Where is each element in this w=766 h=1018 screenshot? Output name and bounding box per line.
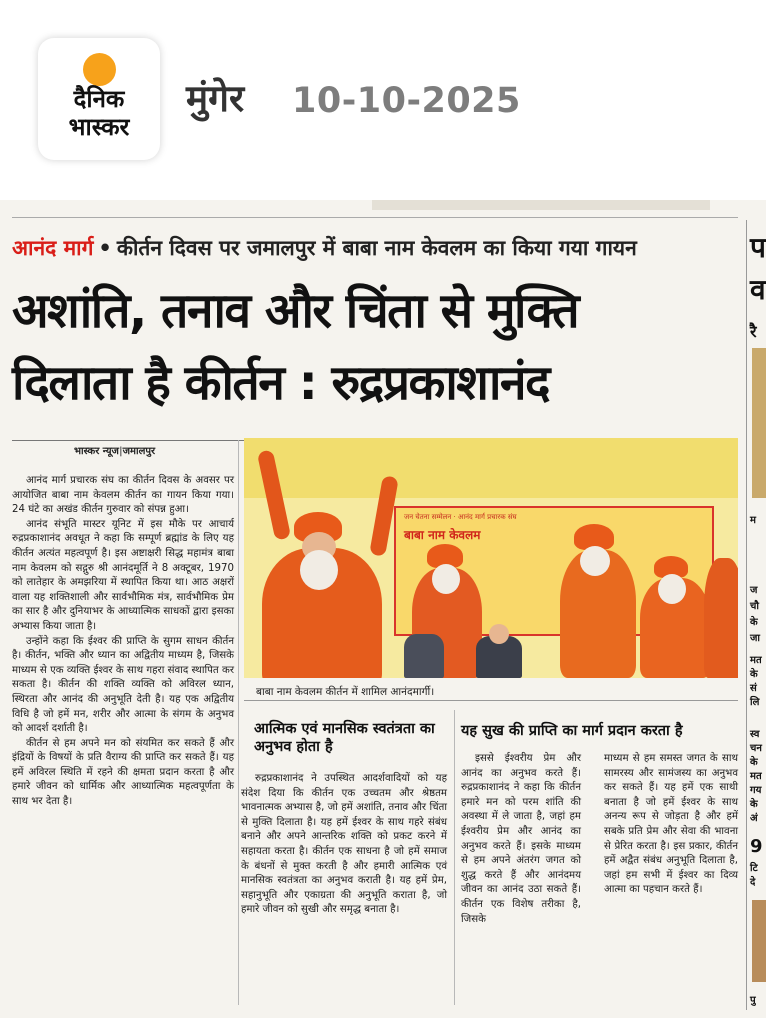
edition-city: मुंगेर [186, 77, 245, 120]
adjacent-text: व [750, 273, 766, 306]
column-divider [238, 440, 239, 1005]
newspaper-page [0, 200, 766, 1018]
adjacent-text: ज [750, 585, 758, 596]
sun-icon [83, 53, 116, 86]
divider [746, 220, 747, 1010]
adjacent-text: रै [750, 322, 757, 341]
adjacent-text: जा [750, 633, 761, 644]
article-column-4 [604, 752, 738, 898]
adjacent-text: लि [750, 697, 760, 708]
stage-banner-line: जन चेतना सम्मेलन · आनंद मार्ग प्रचारक संघ [404, 513, 517, 521]
divider [244, 700, 738, 701]
app-header [0, 0, 766, 200]
subheading: आत्मिक एवं मानसिक स्वतंत्रता का अनुभव होता है [254, 721, 435, 755]
photo-caption: बाबा नाम केवलम कीर्तन में शामिल आनंदमार्गी। [256, 686, 435, 698]
adjacent-text: 9 [750, 836, 763, 857]
logo-line1: दैनिक [73, 85, 125, 113]
article-photo[interactable] [244, 438, 738, 678]
headline-line1: अशांति, तनाव और चिंता से मुक्ति [12, 283, 579, 339]
adjacent-text: मत [750, 771, 762, 782]
kicker-text: कीर्तन दिवस पर जमालपुर में बाबा नाम केवलम का किया गया गायन [116, 236, 637, 260]
photo-tent [244, 438, 738, 498]
adjacent-text: चन [750, 743, 762, 754]
subheading: यह सुख की प्राप्ति का मार्ग प्रदान करता है [461, 723, 683, 739]
byline-source: भास्कर न्यूज [74, 446, 119, 457]
adjacent-photo [752, 900, 766, 982]
adjacent-text: के [750, 757, 758, 768]
devotee-figure [704, 558, 738, 678]
adjacent-text: चौ [750, 601, 759, 612]
article-column-3 [461, 752, 581, 927]
article-column-2 [241, 772, 447, 918]
adjacent-text: सं [750, 683, 757, 694]
byline-place: जमालपुर [122, 446, 156, 457]
crowd-face [489, 624, 509, 644]
adjacent-text: म [750, 515, 756, 526]
column-divider [454, 710, 455, 1005]
adjacent-text: दे [750, 877, 756, 888]
adjacent-text: मत [750, 655, 762, 666]
kicker-dot: • [98, 236, 112, 260]
monk-beard [658, 574, 686, 604]
byline-slash: | [118, 446, 123, 457]
adjacent-text: के [750, 799, 758, 810]
adjacent-text: गय [750, 785, 762, 796]
paragraph: उन्होंने कहा कि ईश्वर की प्राप्ति के सुगम साधन कीर्तन है। कीर्तन, भक्ति और ध्यान का अद्वितीय माध्यम है, जिसके माध्यम से एक व्यक्ति ईश्वर के साथ गहरा संवाद स्थापित कर सकता है। कीर्तन की शक्ति व्यक्ति को अविरल ध्यान, स्थिरता और आनंद की अनुभूति देती है। यह एक अद्वितीय विधि है जो हमें मन, शरीर और आत्मा के संगम के अनुभव को आदर्श दर्शाती है। [12, 635, 234, 735]
paragraph: इससे ईश्वरीय प्रेम और आनंद का अनुभव करते हैं।रुद्रप्रकाशानंद ने कहा कि कीर्तन हमारे मन को परम शांति की अवस्था में ले जाता है, जहां हम ईश्वरीय प्रेम और आनंद का अनुभव करते हैं। इसके माध्यम से हम अपने अंतरंग जगत को शुद्ध करते हैं और आनंदमय जीवन का आनंद उठा सकते हैं। कीर्तन एक विशेष तरीका है, जिसके [461, 753, 581, 925]
adjacent-text: अं [750, 813, 758, 824]
paragraph: माध्यम से हम समस्त जगत के साथ सामरस्य और सामंजस्य का अनुभव कर सकते हैं। यह हमें एक साथी बनाता है जो हमें ईश्वर के साथ अनन्य रूप से जोड़ता है और हमें सबके प्रति प्रेम और सेवा की भावना से प्रेरित करता है। इस प्रकार, कीर्तन हमें अद्वैत संबंध अनुभूति दिलाता है, जहां हम सभी में ईश्वर का दिव्य आत्मा का पहचान करते हैं। [604, 753, 738, 896]
paragraph: कीर्तन से हम अपने मन को संयमित कर सकते हैं और इंद्रियों के विषयों के प्रति वैराग्य की प्राप्ति कर सकते हैं। यह हमें अविरल स्थिति में रहने की क्षमता प्रदान करता है और हमारे जीवन को धार्मिक और आध्यात्मिक महत्वपूर्णता के साथ भर देता है। [12, 737, 234, 808]
article-kicker [12, 234, 637, 262]
byline [74, 443, 155, 457]
divider [12, 217, 738, 218]
adjacent-text: टि [750, 863, 758, 874]
paragraph: आनंद संभूति मास्टर यूनिट में इस मौके पर आचार्य रुद्रप्रकाशानंद अवधूत ने कहा कि सम्पूर्ण ब्रह्मांड के लिए यह कीर्तन अत्यंत महत्वपूर्ण है। इस अष्टाक्षरी सिद्ध महामंत्र बाबा नाम केवलम को सद्गुरु श्री आनंदमूर्ति ने 8 अक्टूबर, 1970 को लातेहार के अमझरिया में स्थापित किया था। आठ अक्षरों वाला यह शक्तिशाली और सार्वभौमिक मंत्र, सार्वभौमिक प्रेम का सार है और दुनियाभर के आध्यात्मिक साधकों द्वारा इसका अभ्यास किया जाता है। [12, 518, 234, 632]
adjacent-text: के [750, 669, 758, 680]
torn-paper-edge [372, 200, 710, 210]
monk-beard [300, 550, 338, 590]
dainik-bhaskar-logo[interactable] [38, 38, 160, 160]
logo-line2: भास्कर [68, 113, 130, 141]
devotee-beard [432, 564, 460, 594]
monk-beard [580, 546, 610, 576]
adjacent-text: प [750, 231, 766, 264]
adjacent-photo [752, 348, 766, 498]
kicker-label: आनंद मार्ग [12, 236, 94, 260]
paragraph: आनंद मार्ग प्रचारक संघ का कीर्तन दिवस के अवसर पर आयोजित बाबा नाम केवलम कीर्तन का गायन किया गया। 24 घंटे का अखंड कीर्तन गुरुवार को संपन्न हुआ। [12, 475, 234, 516]
adjacent-text: के [750, 617, 758, 628]
stage-banner-sub: बाबा नाम केवलम [404, 528, 481, 542]
headline-line2: दिलाता है कीर्तन : रुद्रप्रकाशानंद [12, 355, 550, 411]
crowd-figure [404, 634, 444, 678]
adjacent-text: स्व [750, 729, 760, 740]
edition-date[interactable]: 10-10-2025 [292, 81, 521, 121]
paragraph: रुद्रप्रकाशानंद ने उपस्थित आदर्शवादियों को यह संदेश दिया कि कीर्तन एक उच्चतम और श्रेष्ठतम भावनात्मक अभ्यास है, जो हमें अशांति, तनाव और चिंता से मुक्ति दिलाता है। यह हमें ईश्वर के साथ गहरे संबंध बनाने और अपने आन्तरिक शक्ति को प्रकट करने में सहायता करता है। कीर्तन एक साधना है जो हमें समाज के बंधनों से मुक्त करती है और हमारी आत्मिक एवं मानसिक स्वतंत्रता का अनुभव कराती है। यह हमें प्रेम, सहानुभूति और एकाग्रता की अनुभूति कराता है, जो हमारे जीवन को सुखी और समृद्ध बनाता है। [241, 773, 447, 916]
article-column-1 [12, 474, 234, 810]
stage-banner-text [404, 512, 704, 540]
adjacent-text: पु [750, 995, 756, 1006]
